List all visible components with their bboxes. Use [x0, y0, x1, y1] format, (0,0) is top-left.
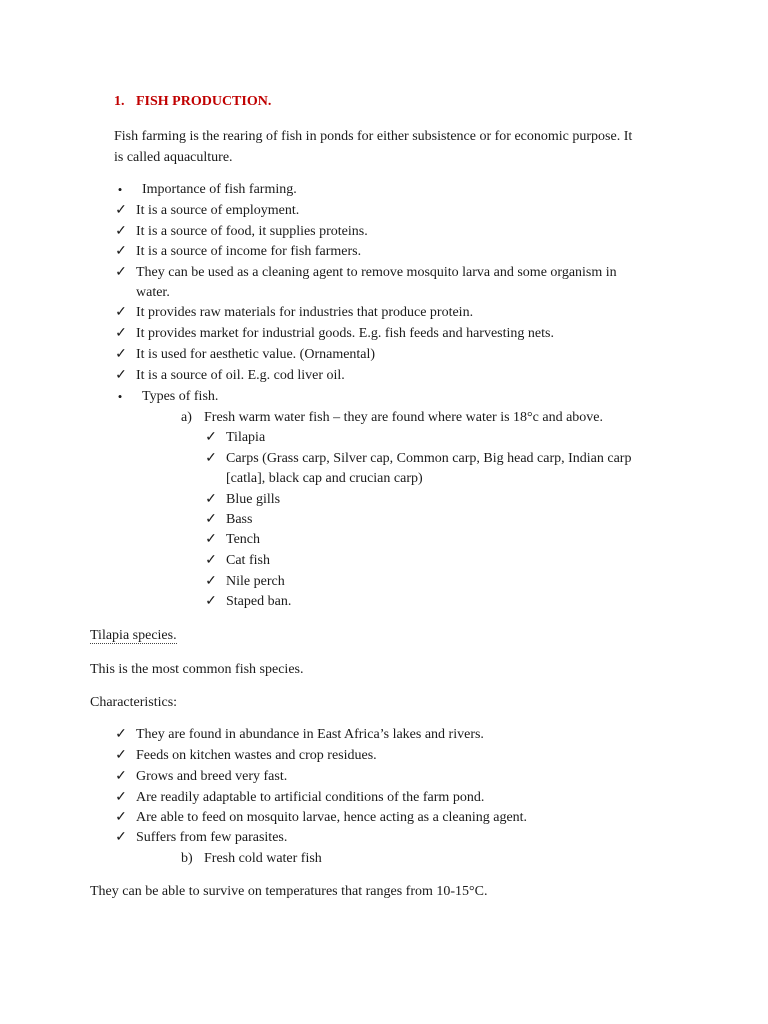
list-marker-b: b) — [181, 851, 193, 866]
tilapia-description: This is the most common fish species. — [90, 662, 304, 677]
importance-item: It is a source of income for fish farmers. — [136, 244, 362, 259]
check-icon: ✓ — [115, 830, 127, 845]
check-icon: ✓ — [205, 594, 217, 609]
fish-item: Carps (Grass carp, Silver cap, Common carp, Big head carp, Indian carp — [226, 451, 632, 466]
check-icon: ✓ — [115, 368, 127, 383]
check-icon: ✓ — [205, 512, 217, 527]
fish-item: Bass — [226, 512, 253, 527]
check-icon: ✓ — [115, 769, 127, 784]
check-icon: ✓ — [115, 265, 127, 280]
importance-item: It is used for aesthetic value. (Ornamental) — [136, 347, 376, 362]
check-icon: ✓ — [205, 532, 217, 547]
intro-line-2: is called aquaculture. — [114, 150, 233, 165]
importance-title: Importance of fish farming. — [142, 182, 297, 197]
check-icon: ✓ — [115, 326, 127, 341]
characteristics-label: Characteristics: — [90, 695, 178, 710]
characteristic-item: Suffers from few parasites. — [136, 830, 288, 845]
importance-item: It is a source of employment. — [136, 203, 300, 218]
bullet-icon: • — [117, 389, 123, 404]
check-icon: ✓ — [205, 553, 217, 568]
fish-item: Staped ban. — [226, 594, 292, 609]
cold-water-fish: Fresh cold water fish — [204, 851, 322, 866]
characteristic-item: Grows and breed very fast. — [136, 769, 288, 784]
list-marker-a: a) — [181, 410, 192, 425]
characteristic-item: Are able to feed on mosquito larvae, hence acting as a cleaning agent. — [136, 810, 528, 825]
section-number: 1. — [114, 94, 125, 109]
check-icon: ✓ — [115, 347, 127, 362]
fish-item: Tench — [226, 532, 261, 547]
characteristic-item: They are found in abundance in East Africa’s lakes and rivers. — [136, 727, 484, 742]
check-icon: ✓ — [205, 574, 217, 589]
cold-water-note: They can be able to survive on temperatures that ranges from 10-15°C. — [90, 884, 488, 899]
fish-item: Tilapia — [226, 430, 266, 445]
importance-item: They can be used as a cleaning agent to remove mosquito larva and some organism in — [136, 265, 617, 280]
importance-item: It is a source of oil. E.g. cod liver oil. — [136, 368, 345, 383]
check-icon: ✓ — [115, 244, 127, 259]
importance-item: It is a source of food, it supplies proteins. — [136, 224, 368, 239]
bullet-icon: • — [117, 182, 123, 197]
check-icon: ✓ — [115, 727, 127, 742]
check-icon: ✓ — [115, 790, 127, 805]
warm-water-fish: Fresh warm water fish – they are found where water is 18°c and above. — [204, 410, 604, 425]
importance-item: It provides market for industrial goods. E.g. fish feeds and harvesting nets. — [136, 326, 554, 341]
tilapia-heading — [90, 626, 177, 646]
intro-line-1: Fish farming is the rearing of fish in ponds for either subsistence or for economic purpose. It — [114, 129, 633, 144]
tilapia-heading-text: Tilapia species. — [90, 628, 177, 643]
fish-item: Blue gills — [226, 492, 281, 507]
importance-item-continued: water. — [136, 285, 170, 300]
check-icon: ✓ — [205, 430, 217, 445]
check-icon: ✓ — [115, 203, 127, 218]
characteristic-item: Are readily adaptable to artificial conditions of the farm pond. — [136, 790, 485, 805]
characteristic-item: Feeds on kitchen wastes and crop residues. — [136, 748, 377, 763]
types-title: Types of fish. — [142, 389, 219, 404]
fish-item: Nile perch — [226, 574, 285, 589]
fish-item: Cat fish — [226, 553, 270, 568]
check-icon: ✓ — [115, 305, 127, 320]
check-icon: ✓ — [115, 748, 127, 763]
check-icon: ✓ — [205, 492, 217, 507]
section-title: FISH PRODUCTION. — [136, 94, 272, 109]
check-icon: ✓ — [205, 451, 217, 466]
check-icon: ✓ — [115, 810, 127, 825]
importance-item: It provides raw materials for industries that produce protein. — [136, 305, 474, 320]
fish-item-continued: [catla], black cap and crucian carp) — [226, 471, 423, 486]
check-icon: ✓ — [115, 224, 127, 239]
